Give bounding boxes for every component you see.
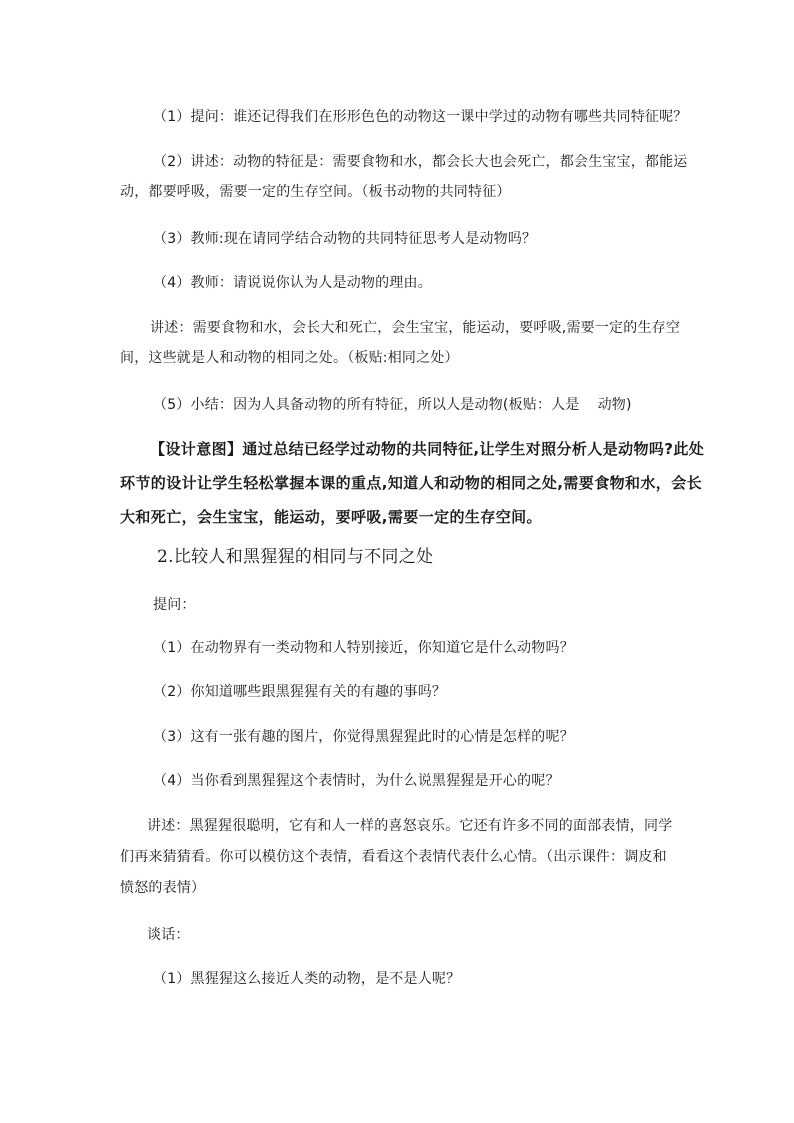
chimp-narration-line-1: 讲述：黑猩猩很聪明，它有和人一样的喜怒哀乐。它还有许多不同的面部表情，同学 <box>147 818 673 834</box>
paragraph-narration-2-line-1: （2）讲述：动物的特征是：需要食物和水，都会长大也会死亡，都会生宝宝，都能运 <box>153 154 688 170</box>
paragraph-teacher-3: （3）教师:现在请同学结合动物的共同特征思考人是动物吗？ <box>153 231 537 247</box>
paragraph-question-1: （1）提问：谁还记得我们在形形色色的动物这一课中学过的动物有哪些共同特征呢？ <box>153 109 688 125</box>
design-intent-line-2: 环节的设计让学生轻松掌握本课的重点,知道人和动物的相同之处,需要食物和水，会长 <box>120 474 703 492</box>
summary-text-end: 动物) <box>597 397 632 413</box>
section-heading: 2.比较人和黑猩猩的相同与不同之处 <box>157 547 434 567</box>
question-4: （4）当你看到黑猩猩这个表情时，为什么说黑猩猩是开心的呢？ <box>153 773 560 789</box>
question-3: （3）这有一张有趣的图片，你觉得黑猩猩此时的心情是怎样的呢？ <box>153 729 574 745</box>
label-talk: 谈话： <box>147 927 190 943</box>
chimp-narration-line-3: 愤怒的表情） <box>120 880 206 896</box>
paragraph-narration-2-line-2: 动，都要呼吸，需要一定的生存空间。（板书动物的共同特征） <box>120 184 511 200</box>
paragraph-narration-line-1: 讲述：需要食物和水，会长大和死亡，会生宝宝，能运动，要呼吸,需要一定的生存空 <box>150 320 681 336</box>
design-intent-line-1: 【设计意图】通过总结已经学过动物的共同特征,让学生对照分析人是动物吗?此处 <box>150 440 705 458</box>
question-2: （2）你知道哪些跟黑猩猩有关的有趣的事吗？ <box>153 684 447 700</box>
paragraph-narration-line-2: 间，这些就是人和动物的相同之处。（板贴:相同之处） <box>120 350 459 366</box>
question-1: （1）在动物界有一类动物和人特别接近，你知道它是什么动物吗？ <box>153 640 574 656</box>
paragraph-teacher-4: （4）教师：请说说你认为人是动物的理由。 <box>153 275 432 291</box>
talk-question-1: （1）黑猩猩这么接近人类的动物，是不是人呢？ <box>153 971 461 987</box>
label-ask: 提问： <box>153 597 196 613</box>
chimp-narration-line-2: 们再来猜猜看。你可以模仿这个表情，看看这个表情代表什么心情。（出示课件：调皮和 <box>120 849 667 865</box>
summary-text: （5）小结：因为人具备动物的所有特征，所以人是动物(板贴：人是 <box>153 397 580 413</box>
paragraph-summary-5 <box>153 394 632 416</box>
design-intent-line-3: 大和死亡，会生宝宝，能运动，要呼吸,需要一定的生存空间。 <box>120 508 542 526</box>
